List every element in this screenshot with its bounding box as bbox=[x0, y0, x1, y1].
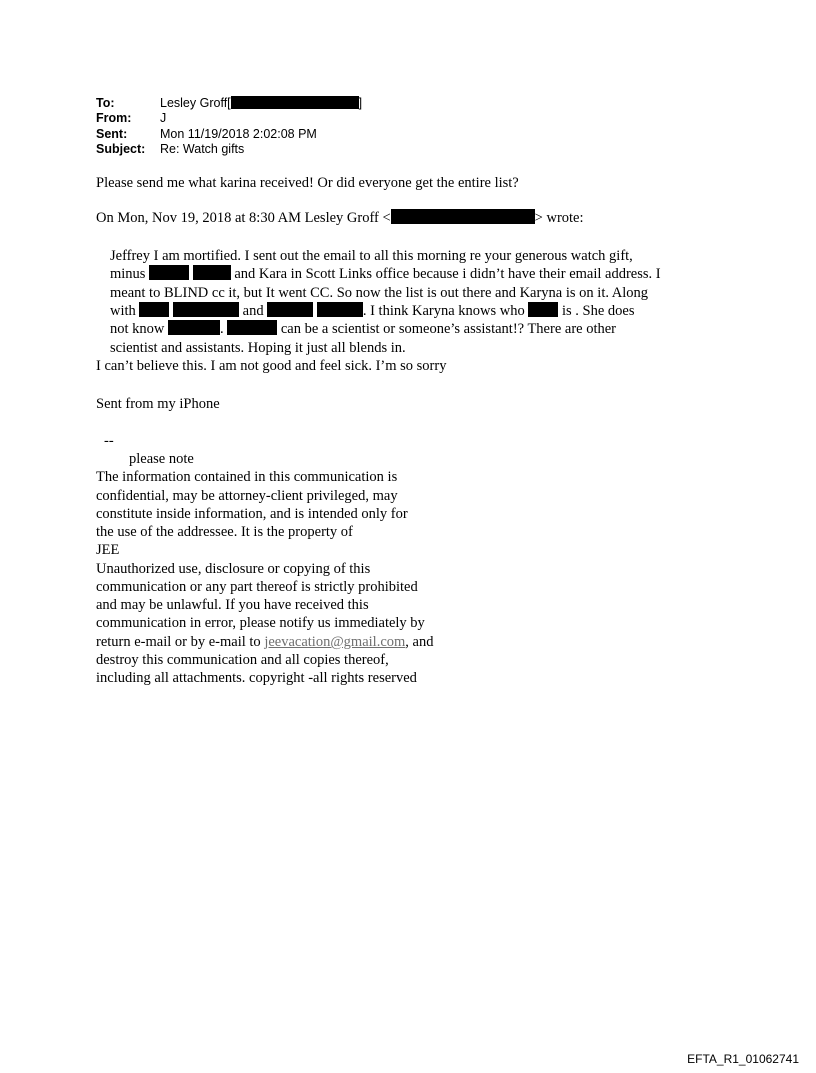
redaction-box bbox=[231, 96, 359, 109]
redaction-box bbox=[267, 302, 313, 317]
sent-value: Mon 11/19/2018 2:02:08 PM bbox=[160, 127, 317, 141]
to-label: To: bbox=[96, 96, 115, 110]
subject-label: Subject: bbox=[96, 142, 146, 156]
disclaimer-line: including all attachments. copyright -all rights reserved bbox=[96, 670, 417, 686]
disclaimer-line: The information contained in this communication is bbox=[96, 469, 398, 485]
quoted-fragment: . bbox=[220, 321, 224, 337]
from-value: J bbox=[160, 111, 167, 125]
please-note: please note bbox=[129, 451, 194, 467]
quoted-line bbox=[110, 265, 661, 283]
quoted-line: Jeffrey I am mortified. I sent out the email to all this morning re your generous watch gift, bbox=[110, 248, 633, 264]
quoted-fragment: and bbox=[242, 303, 264, 319]
redaction-box bbox=[317, 302, 363, 317]
redaction-box bbox=[168, 320, 220, 335]
quoted-fragment: minus bbox=[110, 266, 146, 282]
redaction-box bbox=[528, 302, 558, 317]
email-link[interactable]: jeevacation@gmail.com bbox=[264, 634, 406, 650]
disclaimer-line: and may be unlawful. If you have received this bbox=[96, 597, 369, 613]
to-value bbox=[160, 96, 362, 111]
redaction-box bbox=[149, 265, 189, 280]
separator-dashes: -- bbox=[104, 433, 114, 449]
redaction-box bbox=[139, 302, 169, 317]
quoted-fragment: and Kara in Scott Links office because i didn’t have their email address. I bbox=[234, 266, 661, 282]
quoted-fragment: . I think Karyna knows who bbox=[362, 303, 525, 319]
from-label: From: bbox=[96, 111, 132, 125]
attribution-suffix: > wrote: bbox=[534, 210, 584, 226]
quote-attribution bbox=[96, 209, 584, 227]
quoted-line: scientist and assistants. Hoping it just all blends in. bbox=[110, 340, 406, 356]
quoted-line: meant to BLIND cc it, but It went CC. So now the list is out there and Karyna is on it. Along bbox=[110, 285, 649, 301]
redaction-box bbox=[193, 265, 231, 280]
disclaimer-line: the use of the addressee. It is the property of bbox=[96, 524, 353, 540]
disclaimer-line: JEE bbox=[96, 542, 120, 558]
subject-value: Re: Watch gifts bbox=[160, 142, 245, 156]
disclaimer-fragment: , and bbox=[405, 634, 434, 650]
disclaimer-line: Unauthorized use, disclosure or copying of this bbox=[96, 561, 371, 577]
quoted-fragment: not know bbox=[110, 321, 165, 337]
disclaimer-line bbox=[96, 633, 433, 651]
signature: Sent from my iPhone bbox=[96, 396, 220, 412]
disclaimer-line: communication in error, please notify us immediately by bbox=[96, 615, 425, 631]
disclaimer-line: communication or any part thereof is strictly prohibited bbox=[96, 579, 418, 595]
to-close-bracket: ] bbox=[358, 96, 363, 110]
redaction-box bbox=[391, 209, 535, 224]
disclaimer-line: constitute inside information, and is intended only for bbox=[96, 506, 408, 522]
sent-label: Sent: bbox=[96, 127, 128, 141]
quoted-line bbox=[110, 320, 616, 338]
disclaimer-line: destroy this communication and all copies thereof, bbox=[96, 652, 389, 668]
quoted-line bbox=[110, 302, 635, 320]
redaction-box bbox=[227, 320, 277, 335]
quoted-fragment: can be a scientist or someone’s assistant!? There are other bbox=[280, 321, 616, 337]
disclaimer-fragment: return e-mail or by e-mail to bbox=[96, 634, 265, 650]
document-id: EFTA_R1_01062741 bbox=[687, 1052, 799, 1066]
redaction-box bbox=[173, 302, 239, 317]
disclaimer-line: confidential, may be attorney-client privileged, may bbox=[96, 488, 398, 504]
reply-text: Please send me what karina received! Or did everyone get the entire list? bbox=[96, 175, 519, 191]
to-name: Lesley Groff[ bbox=[160, 96, 231, 110]
quoted-fragment: is . She does bbox=[562, 303, 635, 319]
quoted-line: I can’t believe this. I am not good and feel sick. I’m so sorry bbox=[96, 358, 447, 374]
attribution-prefix: On Mon, Nov 19, 2018 at 8:30 AM Lesley Groff < bbox=[96, 210, 391, 226]
quoted-fragment: with bbox=[110, 303, 136, 319]
